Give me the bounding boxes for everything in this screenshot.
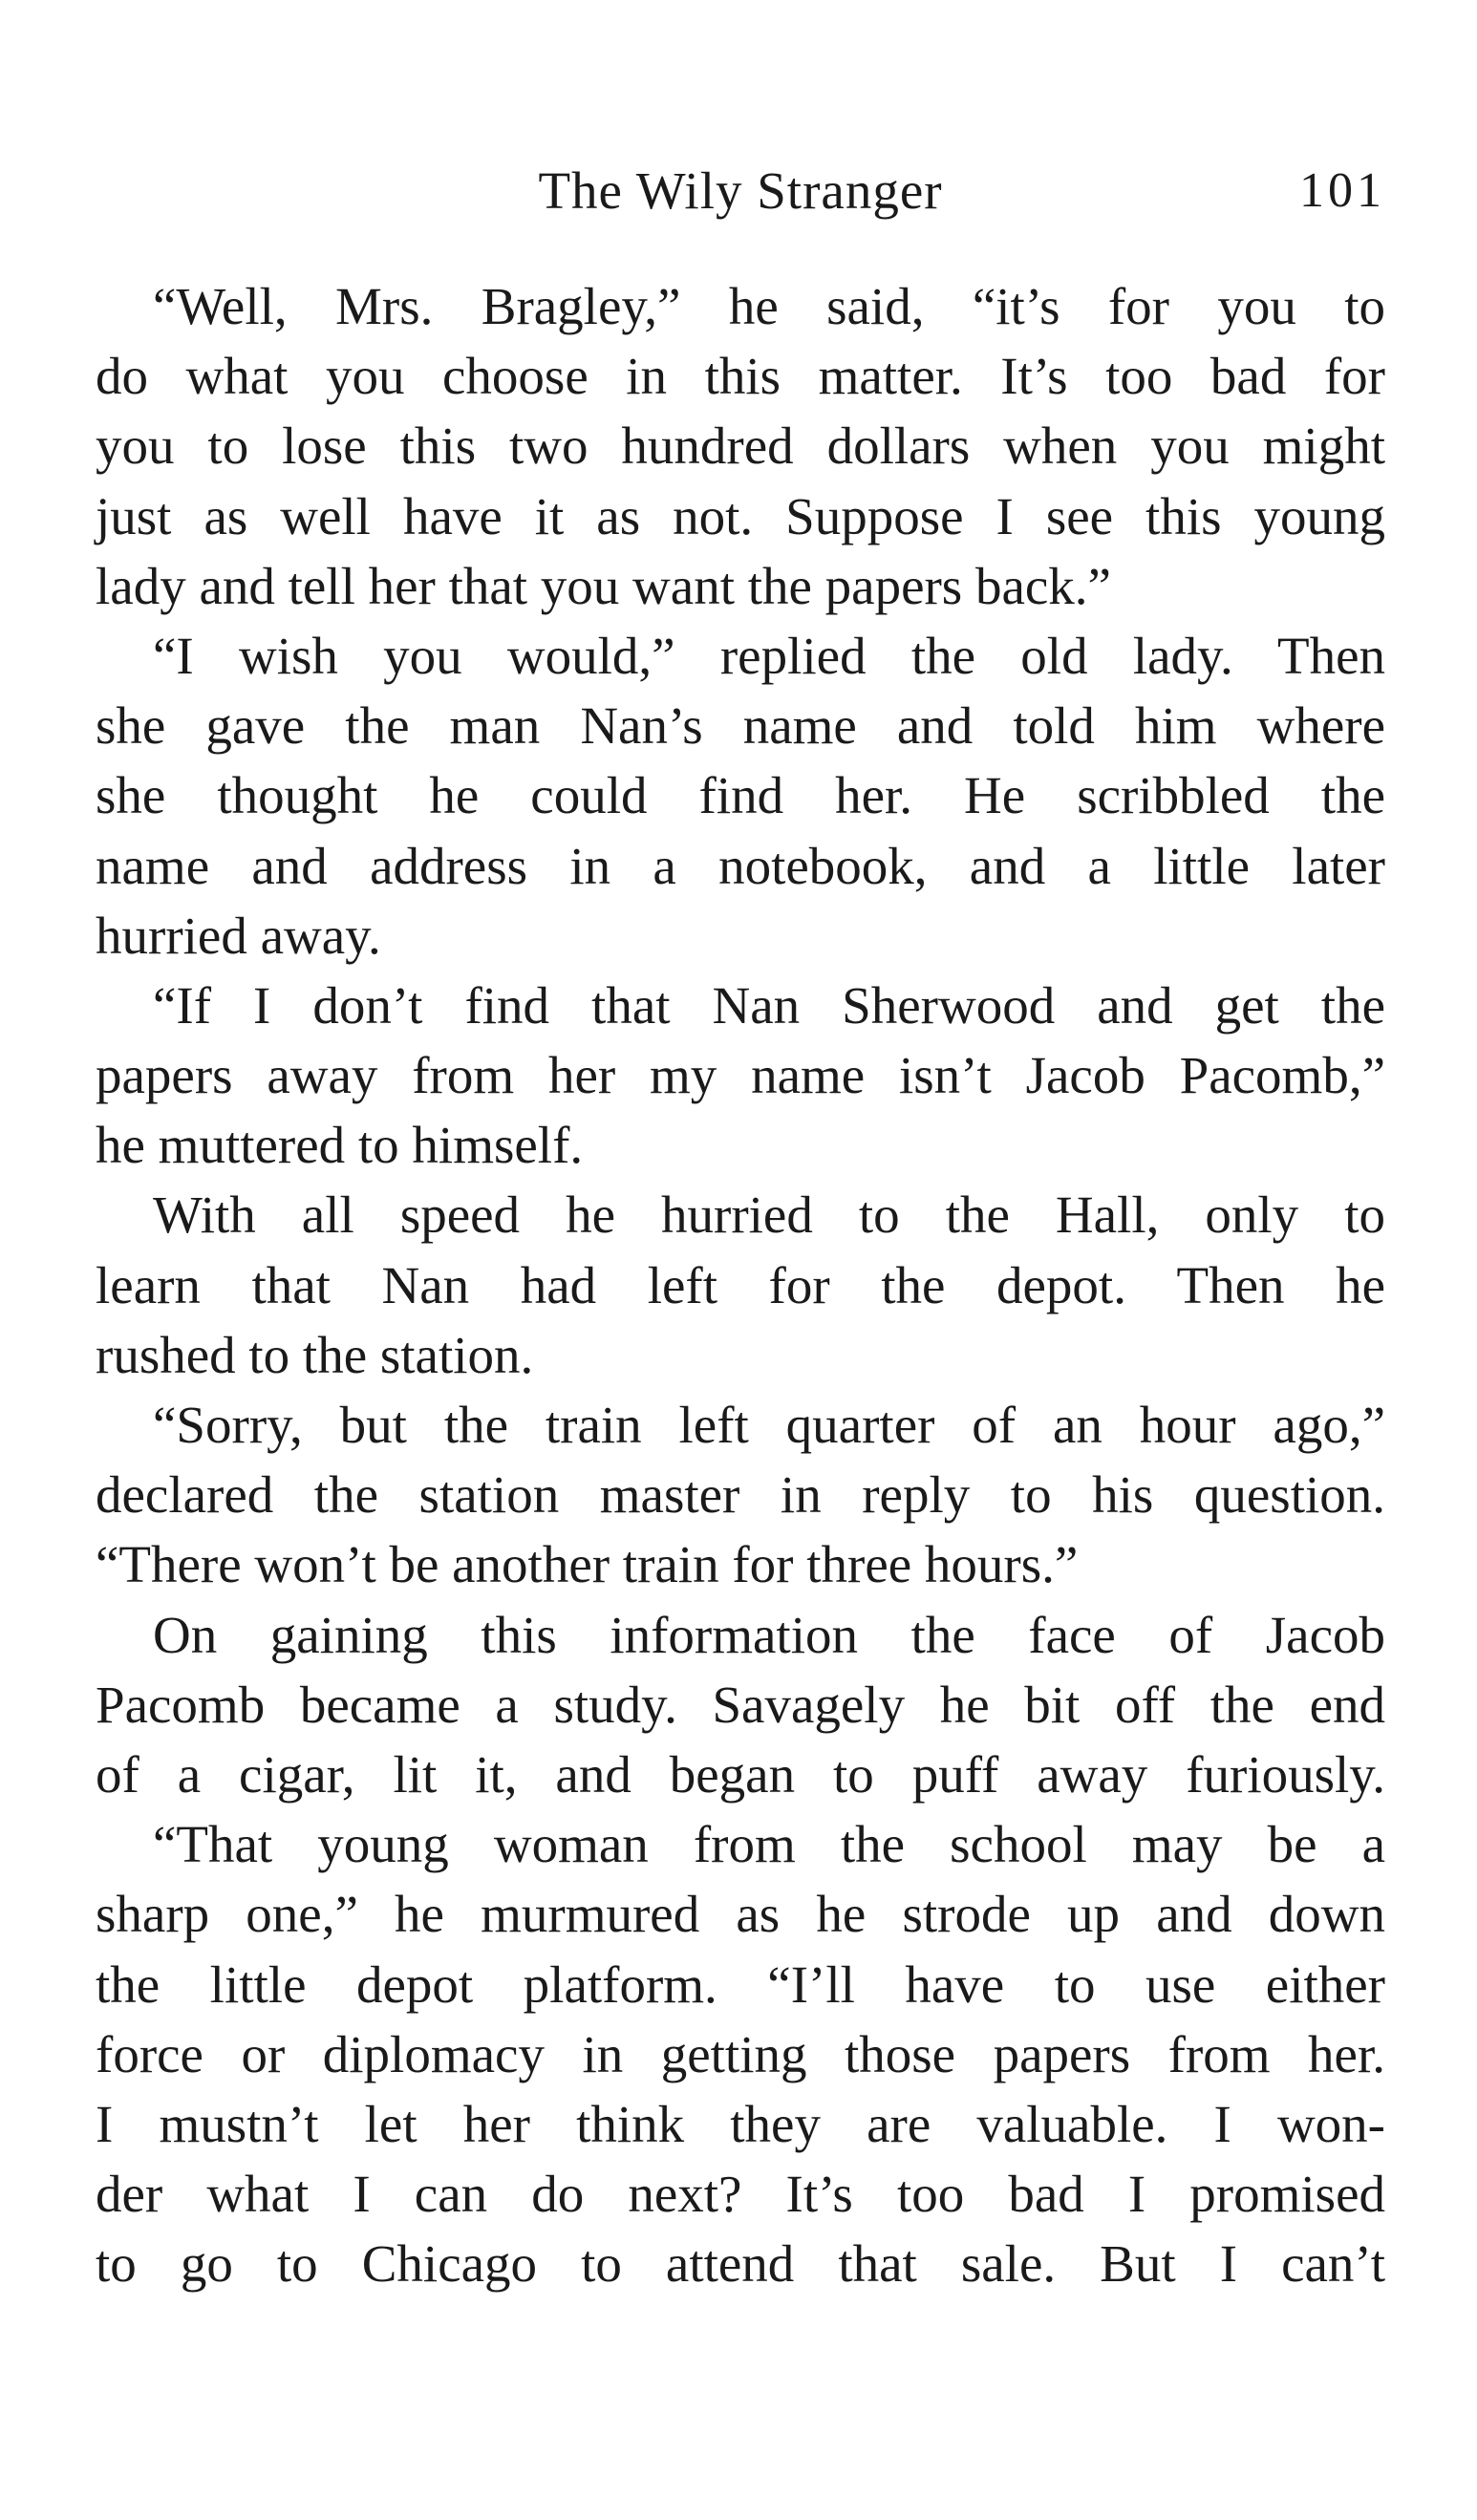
text-line: to go to Chicago to attend that sale. But I can’t — [96, 2234, 1385, 2294]
text-line: force or diplomacy in getting those papers from her. — [96, 2024, 1385, 2083]
text-line: learn that Nan had left for the depot. Then he — [96, 1255, 1385, 1314]
text-line: she gave the man Nan’s name and told him where — [96, 696, 1385, 756]
text-line: do what you choose in this matter. It’s too bad for — [96, 347, 1385, 406]
text-line: “I wish you would,” replied the old lady. Then — [153, 626, 1385, 685]
text-line: With all speed he hurried to the Hall, only to — [153, 1185, 1385, 1245]
chapter-title: The Wily Stranger — [538, 161, 943, 220]
running-head — [96, 153, 1385, 229]
text-line: I mustn’t let her think they are valuable. I won- — [96, 2094, 1385, 2153]
text-line: lady and tell her that you want the papers back.” — [96, 556, 1111, 615]
text-line: sharp one,” he murmured as he strode up and down — [96, 1885, 1385, 1944]
body-text — [96, 271, 1385, 2298]
text-line: he muttered to himself. — [96, 1116, 584, 1175]
text-line: papers away from her my name isn’t Jacob Pacomb,” — [96, 1046, 1385, 1105]
text-line: “That young woman from the school may be a — [153, 1815, 1385, 1874]
text-line: rushed to the station. — [96, 1325, 534, 1384]
text-line: “Sorry, but the train left quarter of an hour ago,” — [153, 1396, 1385, 1454]
text-line: declared the station master in reply to his question. — [96, 1465, 1385, 1525]
text-line: der what I can do next? It’s too bad I promised — [96, 2165, 1385, 2224]
text-line: she thought he could find her. He scribbled the — [96, 766, 1385, 825]
text-line: Pacomb became a study. Savagely he bit off the end — [96, 1675, 1385, 1734]
text-line: the little depot platform. “I’ll have to use either — [96, 1954, 1385, 2014]
text-line: just as well have it as not. Suppose I see this young — [96, 486, 1385, 545]
text-line: name and address in a notebook, and a little later — [96, 836, 1385, 895]
text-line: you to lose this two hundred dollars when you might — [96, 416, 1385, 476]
page-number: 101 — [1299, 163, 1385, 218]
text-line: On gaining this information the face of Jacob — [153, 1605, 1385, 1664]
text-line: of a cigar, lit it, and began to puff away furiously. — [96, 1744, 1385, 1804]
text-line: “Well, Mrs. Bragley,” he said, “it’s for you to — [153, 277, 1385, 335]
text-line: “If I don’t find that Nan Sherwood and get the — [153, 975, 1385, 1035]
text-line: hurried away. — [96, 906, 381, 965]
text-line: “There won’t be another train for three hours.” — [96, 1535, 1079, 1594]
